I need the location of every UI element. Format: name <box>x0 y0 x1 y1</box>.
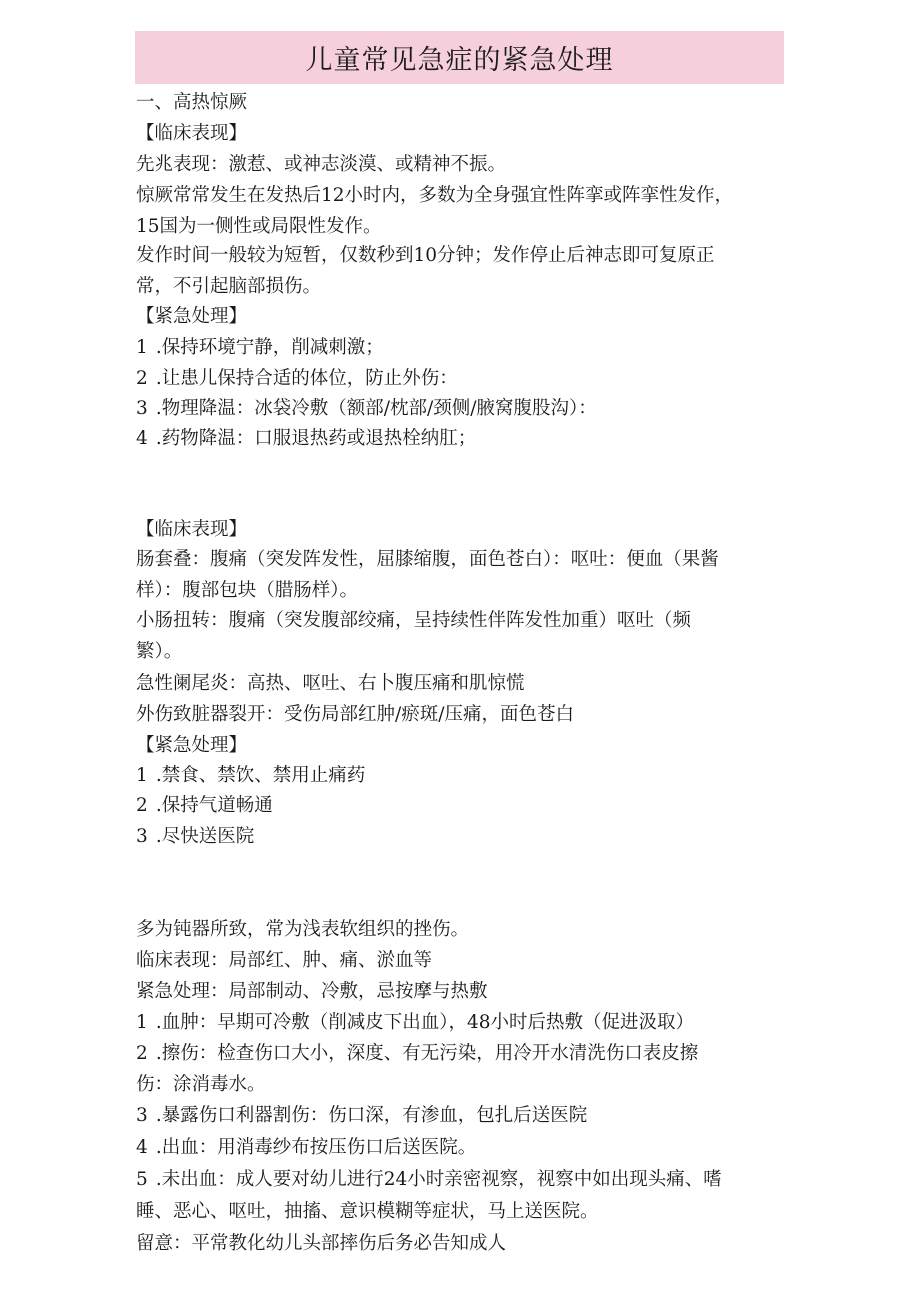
section3-step <box>136 1169 722 1191</box>
section2-line: 肠套叠：腹痛（突发阵发性，屈膝缩腹，面色苍白）：呕吐：便血（果酱 <box>136 549 719 570</box>
section1-line: 先兆表现：激惹、或神志淡漠、或精神不振。 <box>136 154 507 175</box>
step-number: 2 <box>136 368 148 389</box>
section3-line: 紧急处理：局部制动、冷敷，忌按摩与热敷 <box>136 981 488 1002</box>
section3-note: 留意：平常教化幼儿头部摔伤后务必告知成人 <box>136 1233 507 1254</box>
step-number: 3 <box>136 398 148 419</box>
section2-line: 外伤致脏器裂开：受伤局部红肿/瘀斑/压痛，面色苍白 <box>136 704 574 725</box>
section2-emergency-label: 【紧急处理】 <box>136 735 248 756</box>
section3-step-continued <box>136 1201 599 1223</box>
step-text: .药物降温：口服退热药或退热栓纳肛； <box>150 428 477 449</box>
step-number: 3 <box>136 1105 148 1126</box>
step-text: .擦伤：检查伤口大小，深度、有无污染，用冷开水清洗伤口表皮擦 <box>150 1043 699 1064</box>
section2-step <box>136 826 254 848</box>
section1-line: 常，不引起脑部损伤。 <box>136 276 322 297</box>
section3-line: 临床表现：局部红、肿、痛、淤血等 <box>136 950 433 971</box>
section3-step-continued <box>136 1074 266 1096</box>
section2-clinical-label: 【临床表现】 <box>136 519 248 540</box>
step-number: 2 <box>136 1043 148 1064</box>
page-title: 儿童常见急症的紧急处理 <box>305 45 614 76</box>
step-text: .保持环境宁静，削减刺激； <box>150 337 384 358</box>
step-number: 4 <box>136 1137 148 1158</box>
step-text: .禁食、禁饮、禁用止痛药 <box>150 765 366 786</box>
section2-line: 急性阑尾炎：高热、呕吐、右卜腹压痛和肌惊慌 <box>136 673 525 694</box>
step-text: .未出血：成人要对幼儿进行24小时亲密视察，视察中如出现头痛、嗜 <box>150 1169 722 1190</box>
section1-line: 发作时间一般较为短暂，仅数秒到10分钟；发作停止后神志即可复原正 <box>136 245 715 266</box>
section1-step <box>136 428 476 450</box>
section3-step <box>136 1105 587 1127</box>
section1-heading: 一、高热惊厥 <box>136 92 248 113</box>
section1-step <box>136 368 458 390</box>
step-text: .让患儿保持合适的体位，防止外伤： <box>150 368 458 389</box>
step-text: .血肿：早期可冷敷（削减皮下出血），48小时后热敷（促进汲取） <box>150 1012 695 1033</box>
section3-line: 多为钝器所致，常为浅表软组织的挫伤。 <box>136 919 470 940</box>
section1-step <box>136 337 384 359</box>
step-number: 2 <box>136 795 148 816</box>
section1-clinical-label: 【临床表现】 <box>136 123 248 144</box>
step-text: 睡、恶心、呕吐，抽搐、意识模糊等症状，马上送医院。 <box>136 1201 599 1222</box>
title-banner <box>135 31 784 84</box>
step-text: .出血：用消毒纱布按压伤口后送医院。 <box>150 1137 477 1158</box>
section2-line: 样）：腹部包块（腊肠样）。 <box>136 580 359 601</box>
step-text: .物理降温：冰袋冷敷（额部/枕部/颈侧/腋窝腹股沟）： <box>150 398 597 419</box>
step-text: .暴露伤口利器割伤：伤口深，有渗血，包扎后送医院 <box>150 1105 588 1126</box>
section3-step <box>136 1043 698 1065</box>
section1-line: 惊厥常常发生在发热后12小时内，多数为全身强宜性阵挛或阵挛性发作， <box>136 185 734 206</box>
step-number: 3 <box>136 826 148 847</box>
step-number: 1 <box>136 1012 148 1033</box>
section3-step <box>136 1012 694 1034</box>
step-text: .保持气道畅通 <box>150 795 273 816</box>
section1-line: 15国为一侧性或局限性发作。 <box>136 216 382 237</box>
section2-line: 小肠扭转：腹痛（突发腹部绞痛，呈持续性伴阵发性加重）呕吐（频 <box>136 610 692 631</box>
section2-step <box>136 795 273 817</box>
section1-emergency-label: 【紧急处理】 <box>136 306 248 327</box>
step-text: .尽快送医院 <box>150 826 255 847</box>
section2-step <box>136 765 365 787</box>
section3-step <box>136 1137 476 1159</box>
step-number: 4 <box>136 428 148 449</box>
step-number: 1 <box>136 337 148 358</box>
step-text: 伤：涂消毒水。 <box>136 1074 266 1095</box>
step-number: 1 <box>136 765 148 786</box>
section1-step <box>136 398 597 420</box>
section2-line: 繁）。 <box>136 641 183 662</box>
step-number: 5 <box>136 1169 148 1190</box>
